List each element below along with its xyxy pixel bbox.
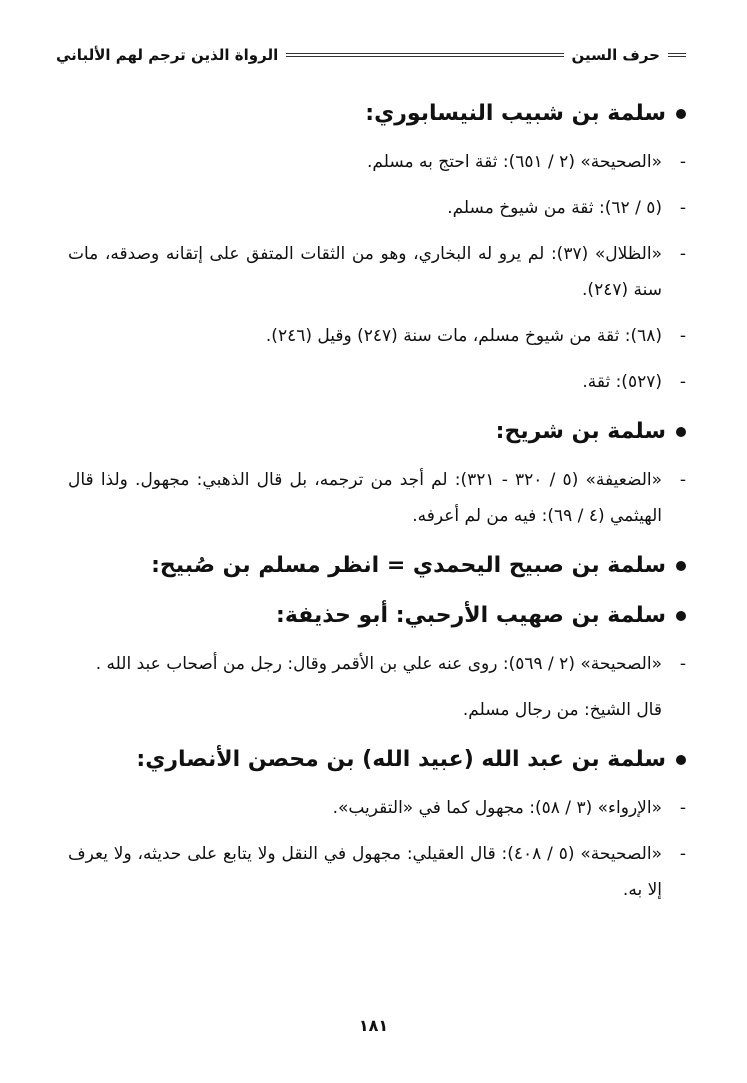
- citation-item: [68, 236, 686, 308]
- running-header: [56, 40, 686, 70]
- entry-heading: [68, 598, 686, 634]
- entry-heading: [68, 414, 686, 450]
- narrator-entry: [68, 96, 686, 400]
- citation-text: «الصحيحة» (٥ / ٤٠٨): قال العقيلي: مجهول في النقل ولا يتابع على حديثه، ولا يعرف إلا به.: [68, 844, 662, 900]
- entry-heading: [68, 96, 686, 132]
- header-rule-short: [668, 53, 686, 57]
- narrator-entry: [68, 742, 686, 908]
- narrator-name: سلمة بن شبيب النيسابوري:: [365, 101, 666, 126]
- citation-item: [68, 836, 686, 908]
- dash-mark: -: [679, 152, 686, 172]
- citation-item: [68, 144, 686, 180]
- citation-item: [68, 790, 686, 826]
- narrator-name: سلمة بن شريح:: [495, 419, 666, 444]
- sheikh-note: قال الشيخ: من رجال مسلم.: [462, 700, 662, 720]
- dash-mark: -: [679, 470, 686, 490]
- narrator-entry: [68, 414, 686, 534]
- narrator-name: سلمة بن صبيح اليحمدي = انظر مسلم بن صُبيح:: [151, 553, 666, 578]
- citation-text: (٦٨): ثقة من شيوخ مسلم، مات سنة (٢٤٧) وقيل (٢٤٦).: [265, 326, 662, 346]
- page-number: ١٨١: [358, 1016, 389, 1035]
- entry-heading: [68, 548, 686, 584]
- dash-mark: -: [679, 798, 686, 818]
- citation-text: «الظلال» (٣٧): لم يرو له البخاري، وهو من الثقات المتفق على إتقانه وصدقه، مات سنة (٢٤٧).: [68, 244, 662, 300]
- citation-text: (٥٢٧): ثقة.: [582, 372, 662, 392]
- bullet-icon: [676, 561, 686, 571]
- narrator-entry: [68, 548, 686, 584]
- dash-mark: -: [679, 844, 686, 864]
- citation-text: «الضعيفة» (٥ / ٣٢٠ - ٣٢١): لم أجد من ترجمه، بل قال الذهبي: مجهول. ولذا قال الهيثمي (٤ / ٦٩): فيه من لم أعرفه.: [68, 470, 662, 526]
- header-rule: [286, 53, 563, 57]
- citation-item: [68, 190, 686, 226]
- citation-text: «الإرواء» (٣ / ٥٨): مجهول كما في «التقريب».: [332, 798, 662, 818]
- dash-mark: -: [679, 654, 686, 674]
- citation-item: [68, 364, 686, 400]
- bullet-icon: [676, 611, 686, 621]
- header-book-title: الرواة الذين ترجم لهم الألباني: [56, 46, 279, 64]
- narrator-entry: [68, 598, 686, 728]
- entry-heading: [68, 742, 686, 778]
- dash-mark: -: [679, 198, 686, 218]
- citation-text: (٥ / ٦٢): ثقة من شيوخ مسلم.: [447, 198, 662, 218]
- bullet-icon: [676, 109, 686, 119]
- narrator-name: سلمة بن صهيب الأرحبي: أبو حذيفة:: [276, 603, 666, 628]
- citation-item: [68, 646, 686, 682]
- citation-text: «الصحيحة» (٢ / ٥٦٩): روى عنه علي بن الأقمر وقال: رجل من أصحاب عبد الله .: [95, 654, 662, 674]
- citation-item: [68, 462, 686, 534]
- dash-mark: -: [679, 372, 686, 392]
- bullet-icon: [676, 427, 686, 437]
- narrator-name: سلمة بن عبد الله (عبيد الله) بن محصن الأنصاري:: [136, 747, 666, 772]
- citation-item: [68, 318, 686, 354]
- page-content: [68, 96, 686, 922]
- citation-text: «الصحيحة» (٢ / ٦٥١): ثقة احتج به مسلم.: [367, 152, 662, 172]
- dash-mark: -: [679, 244, 686, 264]
- header-chapter: حرف السين: [571, 46, 660, 64]
- bullet-icon: [676, 755, 686, 765]
- dash-mark: -: [679, 326, 686, 346]
